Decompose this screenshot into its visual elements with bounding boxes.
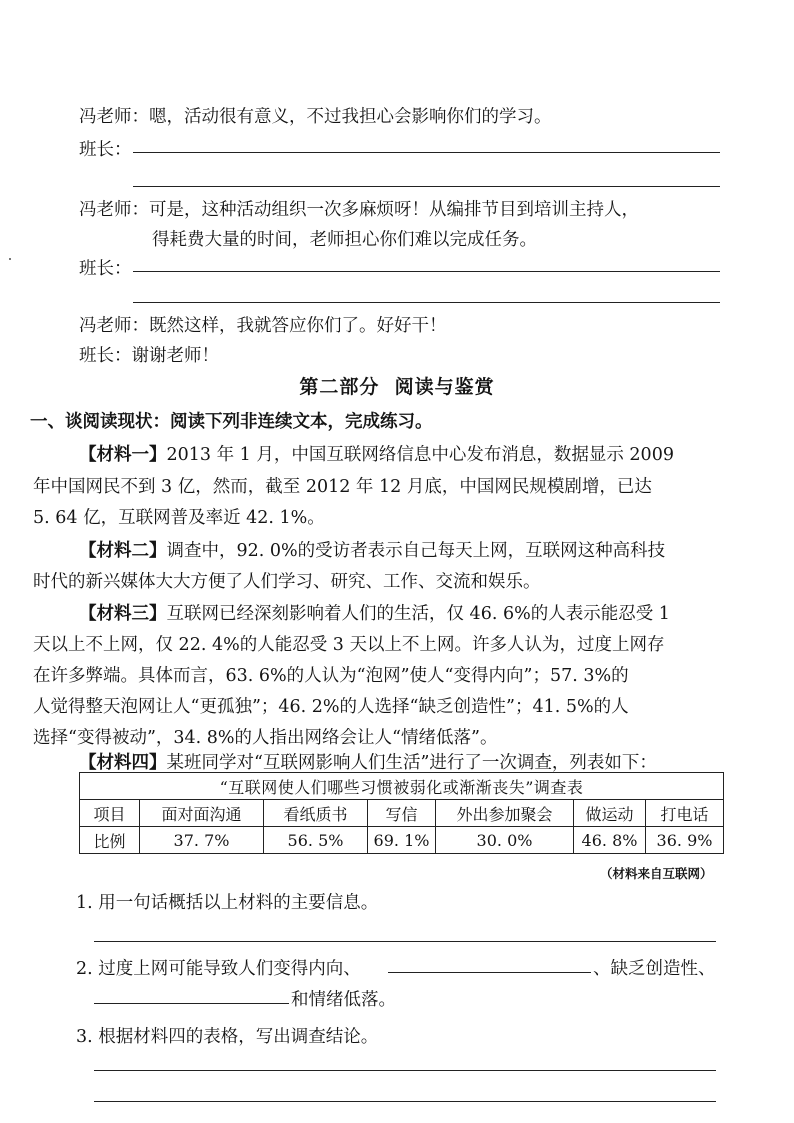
question-3: 3. 根据材料四的表格，写出调查结论。 — [76, 1027, 379, 1047]
teacher-line-2b: 得耗费大量的时间，老师担心你们难以完成任务。 — [152, 230, 537, 250]
table-header-row — [80, 800, 724, 827]
material-4-text: 某班同学对“互联网影响人们生活”进行了一次调查，列表如下： — [166, 753, 657, 773]
answer-line[interactable] — [133, 152, 720, 153]
reading-question-heading: 一、谈阅读现状：阅读下列非连续文本，完成练习。 — [30, 412, 433, 432]
answer-line[interactable] — [133, 186, 720, 187]
material-2-text: 调查中，92. 0%的受访者表示自己每天上网，互联网这种高科技 — [166, 541, 666, 561]
table-header-cell: 做运动 — [574, 800, 646, 827]
teacher-line-1: 冯老师：嗯，活动很有意义，不过我担心会影响你们的学习。 — [79, 107, 552, 127]
table-cell: 30. 0% — [436, 827, 574, 854]
material-3-line-2: 天以上不上网，仅 22. 4%的人能忍受 3 天以上不上网。许多人认为，过度上网存 — [33, 635, 665, 655]
monitor-label-2: 班长： — [79, 259, 132, 279]
question-2-part-3: 和情绪低落。 — [291, 990, 396, 1010]
answer-line[interactable] — [94, 1070, 716, 1071]
material-1-line-3: 5. 64 亿，互联网普及率近 42. 1%。 — [33, 508, 325, 528]
section-title: 第二部分 阅读与鉴赏 — [299, 376, 495, 398]
table-header-cell: 项目 — [80, 800, 140, 827]
table-cell: 37. 7% — [140, 827, 264, 854]
question-1: 1. 用一句话概括以上材料的主要信息。 — [76, 893, 379, 913]
survey-table — [79, 772, 724, 854]
teacher-line-2a: 冯老师：可是，这种活动组织一次多麻烦呀！从编排节目到培训主持人， — [79, 200, 639, 220]
table-header-cell: 面对面沟通 — [140, 800, 264, 827]
table-row — [80, 827, 724, 854]
material-3-line-3: 在许多弊端。具体而言，63. 6%的人认为“泡网”使人“变得内向”；57. 3%的 — [33, 666, 629, 686]
answer-line[interactable] — [133, 271, 720, 272]
table-caption-row — [80, 773, 724, 800]
table-cell: 36. 9% — [646, 827, 724, 854]
material-4-label: 【材料四】 — [79, 753, 167, 773]
material-1-label: 【材料一】 — [79, 445, 167, 465]
table-cell: 56. 5% — [264, 827, 368, 854]
scan-speck — [9, 258, 11, 260]
table-header-cell: 外出参加聚会 — [436, 800, 574, 827]
material-4-line — [79, 749, 657, 774]
monitor-label-1: 班长： — [79, 140, 132, 160]
material-1-first-line — [79, 441, 674, 466]
material-3-line-4: 人觉得整天泡网让人“更孤独”；46. 2%的人选择“缺乏创造性”；41. 5%的人 — [33, 697, 629, 717]
table-caption: “互联网使人们哪些习惯被弱化或渐渐丧失”调查表 — [80, 773, 724, 800]
table-header-cell: 写信 — [368, 800, 436, 827]
blank-line-2[interactable] — [94, 1003, 289, 1004]
material-3-text: 互联网已经深刻影响着人们的生活，仅 46. 6%的人表示能忍受 1 — [166, 604, 670, 624]
table-cell: 46. 8% — [574, 827, 646, 854]
answer-line[interactable] — [94, 1101, 716, 1102]
material-3-line-5: 选择“变得被动”，34. 8%的人指出网络会让人“情绪低落”。 — [33, 728, 498, 748]
teacher-line-3: 冯老师：既然这样，我就答应你们了。好好干！ — [79, 316, 447, 336]
table-header-cell: 看纸质书 — [264, 800, 368, 827]
material-3-label: 【材料三】 — [79, 604, 167, 624]
table-cell: 比例 — [80, 827, 140, 854]
material-1-line-2: 年中国网民不到 3 亿，然而，截至 2012 年 12 月底，中国网民规模剧增，已达 — [33, 477, 652, 497]
material-1-text: 2013 年 1 月，中国互联网络信息中心发布消息，数据显示 2009 — [166, 445, 674, 465]
answer-line[interactable] — [94, 941, 716, 942]
question-2-part-1: 2. 过度上网可能导致人们变得内向、 — [76, 959, 361, 979]
material-2-line-2: 时代的新兴媒体大大方便了人们学习、研究、工作、交流和娱乐。 — [33, 572, 541, 592]
material-2-first-line — [79, 537, 665, 562]
material-2-label: 【材料二】 — [79, 541, 167, 561]
table-header-cell: 打电话 — [646, 800, 724, 827]
material-3-first-line — [79, 600, 670, 625]
answer-line[interactable] — [133, 302, 720, 303]
table-cell: 69. 1% — [368, 827, 436, 854]
question-2-part-2: 、缺乏创造性、 — [593, 959, 716, 979]
source-note: （材料来自互联网） — [600, 866, 713, 881]
blank-line-1[interactable] — [388, 972, 591, 973]
monitor-line-3: 班长：谢谢老师！ — [79, 346, 219, 366]
